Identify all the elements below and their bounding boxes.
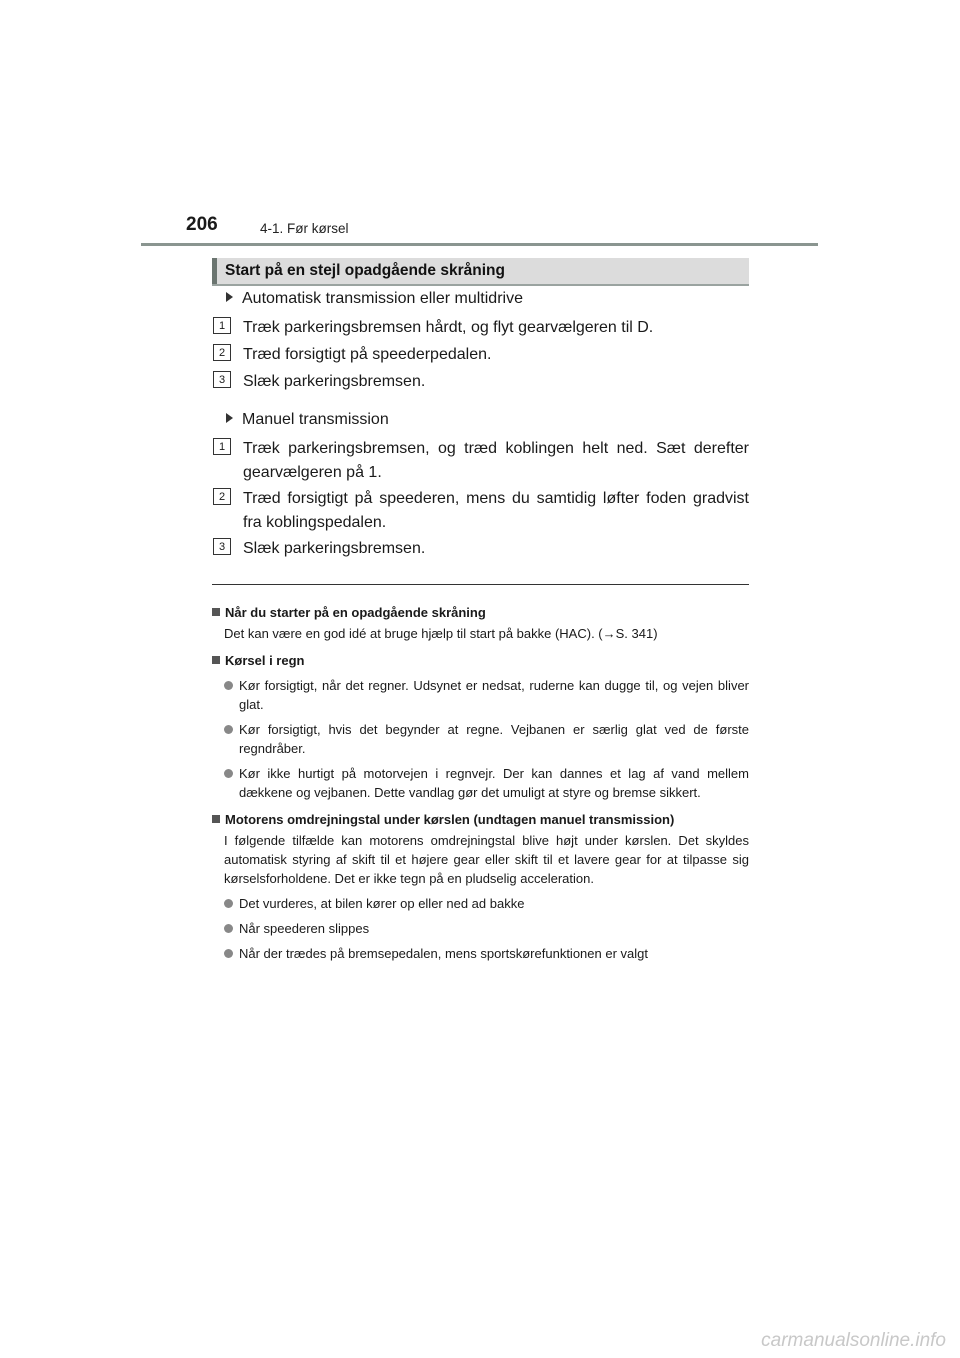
- note-bullet: [224, 919, 749, 938]
- step-number-box: 2: [213, 344, 231, 361]
- note-body: Det kan være en god idé at bruge hjælp til start på bakke (HAC). (→S. 341): [224, 626, 658, 641]
- bullet-text: Det vurderes, at bilen kører op eller ned ad bakke: [239, 896, 525, 911]
- note-bullet: [224, 944, 749, 963]
- step-text: Træd forsigtigt på speederpedalen.: [243, 346, 492, 363]
- step-number-box: 1: [213, 317, 231, 334]
- auto-step-3: [213, 370, 749, 394]
- bullet-dot-icon: [224, 899, 233, 908]
- note-heading-text: Når du starter på en opadgående skråning: [225, 605, 486, 620]
- section-heading-bar: [212, 258, 217, 284]
- square-bullet-icon: [212, 815, 220, 823]
- note-heading-text: Motorens omdrejningstal under kørslen (undtagen manuel transmission): [225, 812, 675, 827]
- note-heading: [212, 651, 749, 670]
- bullet-text: Kør ikke hurtigt på motorvejen i regnvejr. Der kan dannes et lag af vand mellem dækkene og vejbanen. Dette vandlag gør det umuligt at styre og bremse sikkert.: [239, 766, 749, 800]
- section-title: Start på en stejl opadgående skråning: [225, 262, 505, 279]
- manual-step-1: [213, 437, 749, 485]
- square-bullet-icon: [212, 656, 220, 664]
- bullet-text: Kør forsigtigt, hvis det begynder at regne. Vejbanen er særlig glat ved de første regndråber.: [239, 722, 749, 756]
- manual-step-2: [213, 487, 749, 535]
- watermark: carmanualsonline.info: [761, 1330, 946, 1351]
- bullet-dot-icon: [224, 681, 233, 690]
- section-heading: [212, 258, 749, 286]
- section-reference: 4-1. Før kørsel: [260, 221, 349, 236]
- note-bullet: [224, 764, 749, 802]
- auto-step-1: [213, 316, 749, 340]
- notes-divider: [212, 584, 749, 585]
- step-text: Træk parkeringsbremsen, og træd koblingen helt ned. Sæt derefter gearvælgeren på 1.: [243, 440, 749, 481]
- bullet-dot-icon: [224, 725, 233, 734]
- arrow-right-icon: [226, 413, 233, 423]
- note-bullet: [224, 720, 749, 758]
- page-number: 206: [186, 214, 218, 235]
- step-number-box: 2: [213, 488, 231, 505]
- automatic-heading-label: Automatisk transmission eller multidrive: [242, 290, 523, 307]
- bullet-text: Når der trædes på bremsepedalen, mens sportskørefunktionen er valgt: [239, 946, 648, 961]
- note-bullet: [224, 676, 749, 714]
- bullet-text: Når speederen slippes: [239, 921, 370, 936]
- automatic-heading: [226, 290, 523, 308]
- note-bullet: [224, 894, 749, 913]
- step-text: Træk parkeringsbremsen hårdt, og flyt gearvælgeren til D.: [243, 319, 654, 336]
- note-heading: [212, 603, 749, 622]
- notes-section: [212, 597, 749, 963]
- note-heading: [212, 810, 749, 829]
- square-bullet-icon: [212, 608, 220, 616]
- step-text: Træd forsigtigt på speederen, mens du samtidig løfter foden gradvist fra koblingspedalen.: [243, 490, 749, 531]
- note-heading-text: Kørsel i regn: [225, 653, 305, 668]
- step-text: Slæk parkeringsbremsen.: [243, 373, 426, 390]
- manual-step-3: [213, 537, 749, 561]
- step-number-box: 3: [213, 538, 231, 555]
- manual-heading: [226, 411, 389, 429]
- bullet-dot-icon: [224, 769, 233, 778]
- step-number-box: 3: [213, 371, 231, 388]
- header-rule: [141, 243, 818, 246]
- manual-heading-label: Manuel transmission: [242, 411, 389, 428]
- bullet-text: Kør forsigtigt, når det regner. Udsynet er nedsat, ruderne kan dugge til, og vejen bliver glat.: [239, 678, 749, 712]
- bullet-dot-icon: [224, 949, 233, 958]
- bullet-dot-icon: [224, 924, 233, 933]
- note-body: I følgende tilfælde kan motorens omdrejningstal blive højt under kørslen. Det skyldes automatisk styring af skift til et højere gear eller skift til et lavere gear for at tilpasse sig kørselsforholdene. Det er ikke tegn på en pludselig acceleration.: [224, 833, 749, 886]
- auto-step-2: [213, 343, 749, 367]
- step-text: Slæk parkeringsbremsen.: [243, 540, 426, 557]
- arrow-right-icon: [226, 292, 233, 302]
- step-number-box: 1: [213, 438, 231, 455]
